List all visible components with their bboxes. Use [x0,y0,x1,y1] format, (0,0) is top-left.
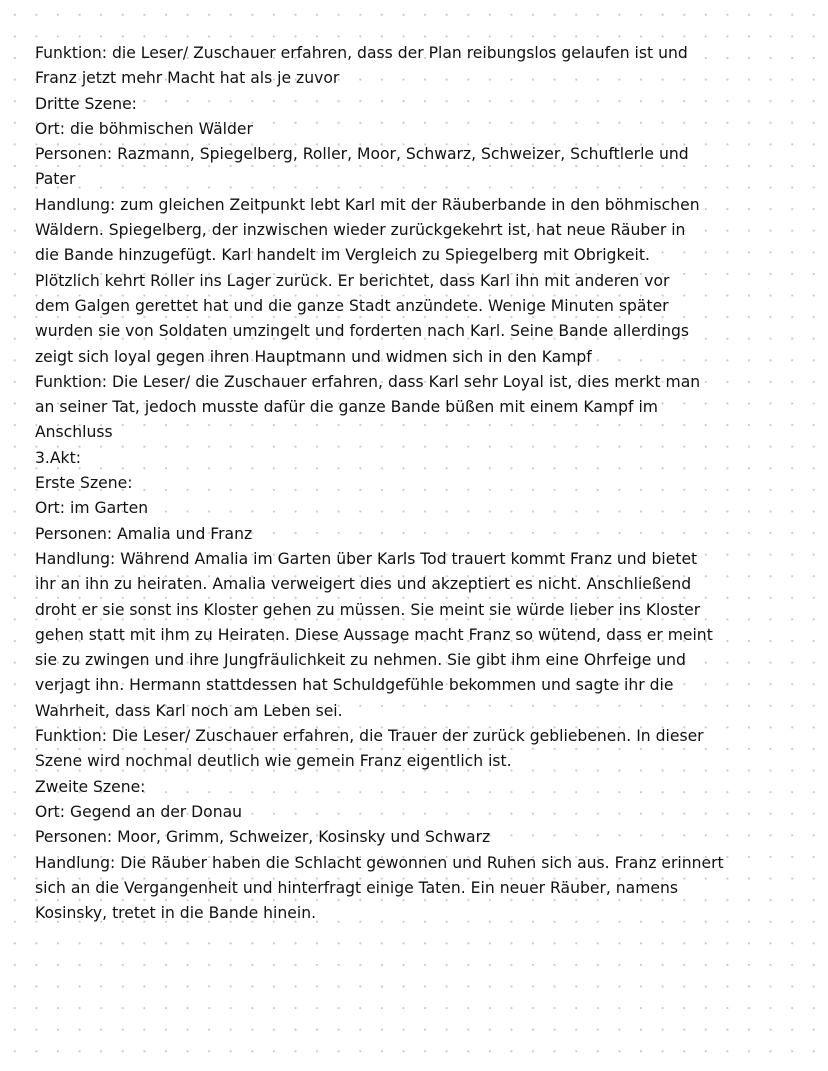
text-line: zeigt sich loyal gegen ihren Hauptmann und widmen sich in den Kampf [35,347,592,366]
text-line: Plötzlich kehrt Roller ins Lager zurück. Er berichtet, dass Karl ihn mit anderen vor [35,271,670,290]
text-line: verjagt ihn. Hermann stattdessen hat Schuldgefühle bekommen und sagte ihr die [35,676,674,695]
text-line: Personen: Moor, Grimm, Schweizer, Kosinsky und Schwarz [35,828,491,847]
text-line: Ort: im Garten [35,499,149,518]
text-line: Wahrheit, dass Karl noch am Leben sei. [35,701,343,720]
text-line: Funktion: Die Leser/ die Zuschauer erfahren, dass Karl sehr Loyal ist, dies merkt man [35,372,701,391]
text-line: Handlung: Die Räuber haben die Schlacht gewonnen und Ruhen sich aus. Franz erinnert [35,853,724,872]
text-line: gehen statt mit ihm zu Heiraten. Diese Aussage macht Franz so wütend, dass er meint [35,625,713,644]
text-line: ihr an ihn zu heiraten. Amalia verweigert dies und akzeptiert es nicht. Anschließend [35,575,692,594]
text-line: Handlung: Während Amalia im Garten über Karls Tod trauert kommt Franz und bietet [35,549,698,568]
text-line: Funktion: die Leser/ Zuschauer erfahren, dass der Plan reibungslos gelaufen ist und [35,44,688,62]
text-line: Funktion: Die Leser/ Zuschauer erfahren, die Trauer der zurück gebliebenen. In dieser [35,727,704,746]
text-line: droht er sie sonst ins Kloster gehen zu müssen. Sie meint sie würde lieber ins Kloster [35,600,701,619]
act-heading: 3.Akt: [35,448,81,467]
note-page [35,41,795,926]
text-line: sie zu zwingen und ihre Jungfräulichkeit zu nehmen. Sie gibt ihm eine Ohrfeige und [35,651,686,670]
scene-heading: Zweite Szene: [35,777,146,796]
scene-heading: Dritte Szene: [35,94,137,113]
scene-heading: Erste Szene: [35,474,133,493]
text-line: an seiner Tat, jedoch musste dafür die ganze Bande büßen mit einem Kampf im [35,398,658,417]
text-line: die Bande hinzugefügt. Karl handelt im Vergleich zu Spiegelberg mit Obrigkeit. [35,246,650,265]
text-line: Kosinsky, tretet in die Bande hinein. [35,904,317,923]
text-line: Ort: Gegend an der Donau [35,802,243,821]
text-line: Franz jetzt mehr Macht hat als je zuvor [35,69,340,88]
text-line: Anschluss [35,423,113,442]
text-line: Ort: die böhmischen Wälder [35,119,253,138]
text-line: dem Galgen gerettet hat und die ganze Stadt anzündete. Wenige Minuten später [35,296,669,315]
text-line: Handlung: zum gleichen Zeitpunkt lebt Karl mit der Räuberbande in den böhmischen [35,195,700,214]
text-line: sich an die Vergangenheit und hinterfragt einige Taten. Ein neuer Räuber, namens [35,878,679,897]
text-line: Personen: Amalia und Franz [35,524,253,543]
text-line: Personen: Razmann, Spiegelberg, Roller, Moor, Schwarz, Schweizer, Schuftlerle und [35,145,689,164]
text-line: Szene wird nochmal deutlich wie gemein Franz eigentlich ist. [35,752,512,771]
text-line: wurden sie von Soldaten umzingelt und forderten nach Karl. Seine Bande allerdings [35,322,690,341]
text-line: Wäldern. Spiegelberg, der inzwischen wieder zurückgekehrt ist, hat neue Räuber in [35,221,686,240]
text-line: Pater [35,170,76,189]
